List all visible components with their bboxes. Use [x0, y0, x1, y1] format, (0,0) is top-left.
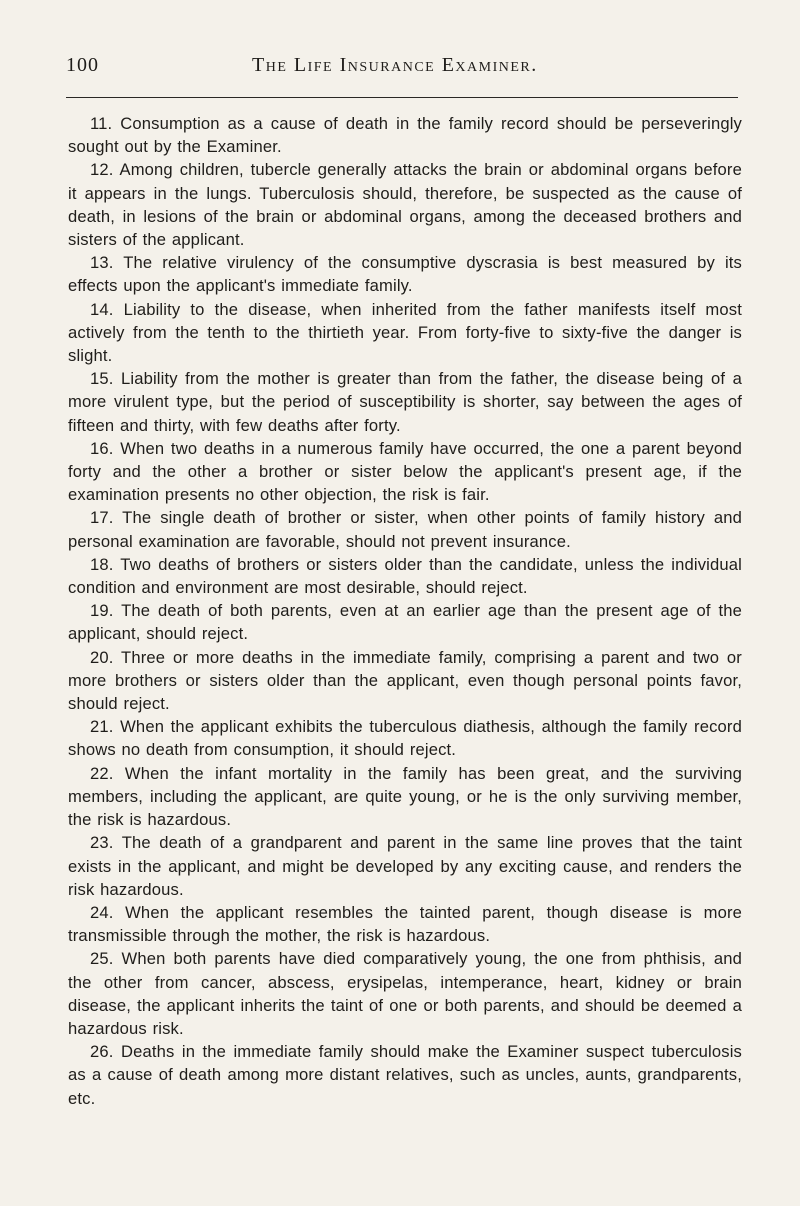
- paragraph-21: 21. When the applicant exhibits the tuberculous diathesis, although the family record shows no death from consumption, it should reject.: [68, 717, 742, 760]
- paragraph-23: 23. The death of a grandparent and parent in the same line proves that the taint exists in the applicant, and might be developed by any exciting cause, and renders the risk hazardous.: [68, 833, 742, 899]
- paragraph-11: 11. Consumption as a cause of death in the family record should be perseveringly sought out by the Examiner.: [68, 114, 742, 157]
- paragraph-19: 19. The death of both parents, even at an earlier age than the present age of the applicant, should reject.: [68, 601, 742, 644]
- paragraph-13: 13. The relative virulency of the consumptive dyscrasia is best measured by its effects upon the applicant's immediate family.: [68, 253, 742, 296]
- paragraph-24: 24. When the applicant resembles the tainted parent, though disease is more transmissible through the mother, the risk is hazardous.: [68, 902, 742, 946]
- paragraph-17: 17. The single death of brother or sister, when other points of family history and personal examination are favorable, should not prevent insurance.: [68, 508, 742, 551]
- paragraph-16: 16. When two deaths in a numerous family have occurred, the one a parent beyond forty and the other a brother or sister below the applicant's present age, if the examination presents no other objection, the risk is fair.: [68, 438, 742, 505]
- paragraph-26: 26. Deaths in the immediate family should make the Examiner suspect tuberculosis as a cause of death among more distant relatives, such as uncles, aunts, grandparents, etc.: [68, 1042, 742, 1108]
- page-number: 100: [66, 54, 99, 76]
- paragraph-18: 18. Two deaths of brothers or sisters older than the candidate, unless the individual condition and environment are most desirable, should reject.: [68, 554, 742, 598]
- paragraph-15: 15. Liability from the mother is greater than from the father, the disease being of a more virulent type, but the period of susceptibility is shorter, say between the ages of fifteen and thirty, with few deaths after forty.: [68, 369, 742, 435]
- paragraph-22: 22. When the infant mortality in the family has been great, and the surviving members, including the applicant, are quite young, or he is the only surviving member, the risk is hazardous.: [68, 763, 742, 830]
- header-rule: [66, 97, 738, 98]
- paragraph-14: 14. Liability to the disease, when inherited from the father manifests itself most actively from the tenth to the thirtieth year. From forty-five to sixty-five the danger is slight.: [68, 299, 742, 366]
- running-title: The Life Insurance Examiner.: [252, 54, 538, 76]
- body-text: [68, 112, 742, 1110]
- page-header: [66, 54, 744, 84]
- paragraph-12: 12. Among children, tubercle generally attacks the brain or abdominal organs before it appears in the lungs. Tuberculosis should, therefore, be suspected as the cause of death, in lesions of the brain or abdominal organs, among the deceased brothers and sisters of the applicant.: [68, 160, 742, 250]
- paragraph-25: 25. When both parents have died comparatively young, the one from phthisis, and the other from cancer, abscess, erysipelas, intemperance, heart, kidney or brain disease, the applicant inherits the taint of one or both parents, and should be deemed a hazardous risk.: [68, 949, 742, 1038]
- paragraph-20: 20. Three or more deaths in the immediate family, comprising a parent and two or more brothers or sisters older than the applicant, even though personal points favor, should reject.: [68, 647, 742, 714]
